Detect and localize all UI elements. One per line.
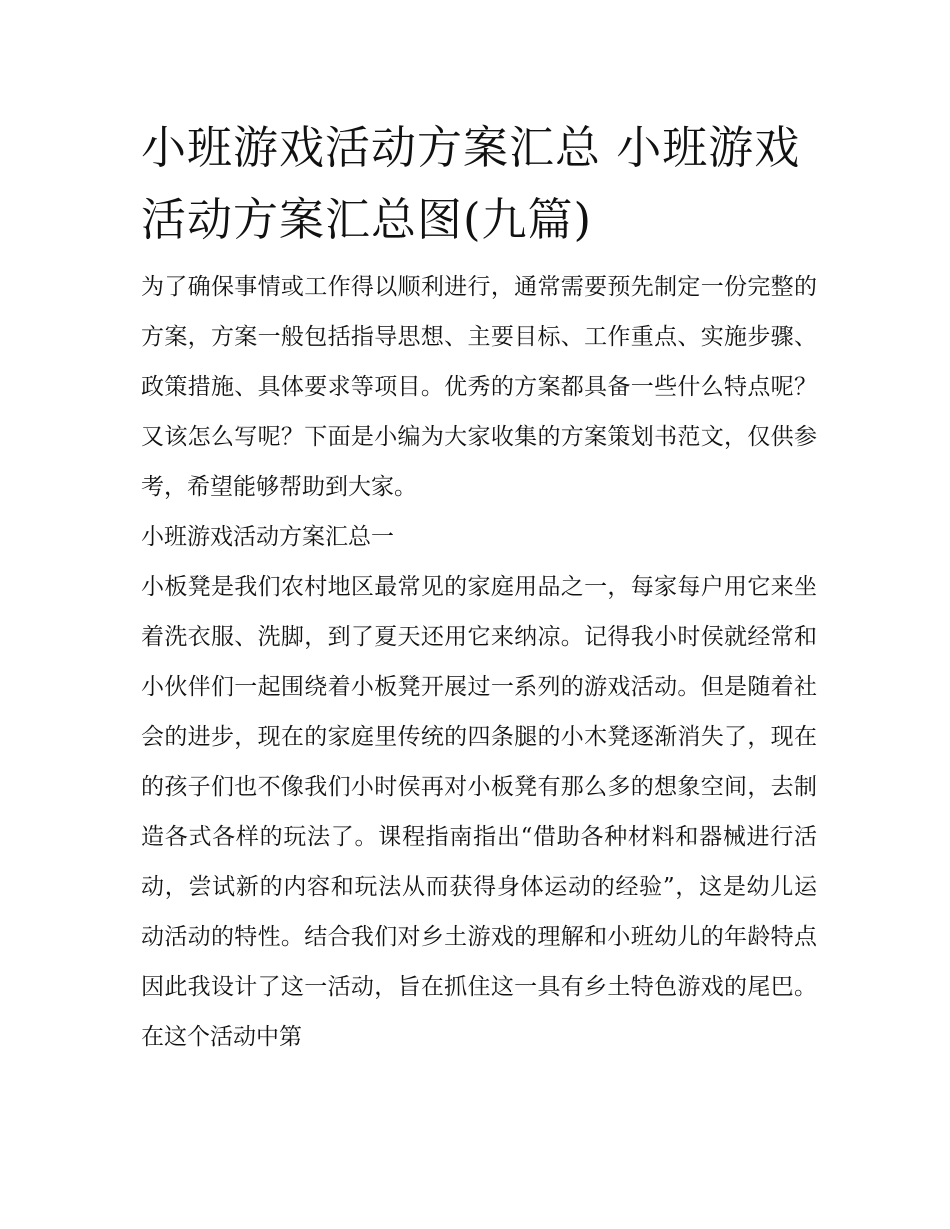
intro-paragraph: 为了确保事情或工作得以顺利进行，通常需要预先制定一份完整的方案，方案一般包括指导思想、主要目标、工作重点、实施步骤、政策措施、具体要求等项目。优秀的方案都具备一些什么特点呢？又该怎么写呢？下面是小编为大家收集的方案策划书范文，仅供参考，希望能够帮助到大家。 <box>141 274 817 500</box>
body-paragraph: 小板凳是我们农村地区最常见的家庭用品之一，每家每户用它来坐着洗衣服、洗脚，到了夏天还用它来纳凉。记得我小时侯就经常和小伙伴们一起围绕着小板凳开展过一系列的游戏活动。但是随着社会的进步，现在的家庭里传统的四条腿的小木凳逐渐消失了，现在的孩子们也不像我们小时侯再对小板凳有那么多的想象空间，去制造各式各样的玩法了。课程指南指出“借助各种材料和器械进行活动，尝试新的内容和玩法从而获得身体运动的经验”，这是幼儿运动活动的特性。结合我们对乡土游戏的理解和小班幼儿的年龄特点因此我设计了这一活动，旨在抓住这一具有乡土特色游戏的尾巴。在这个活动中第 <box>141 574 817 1050</box>
section-heading: 小班游戏活动方案汇总一 <box>141 524 394 550</box>
document-title: 小班游戏活动方案汇总 小班游戏活动方案汇总图(九篇) <box>141 121 801 246</box>
document-content <box>141 112 817 1062</box>
